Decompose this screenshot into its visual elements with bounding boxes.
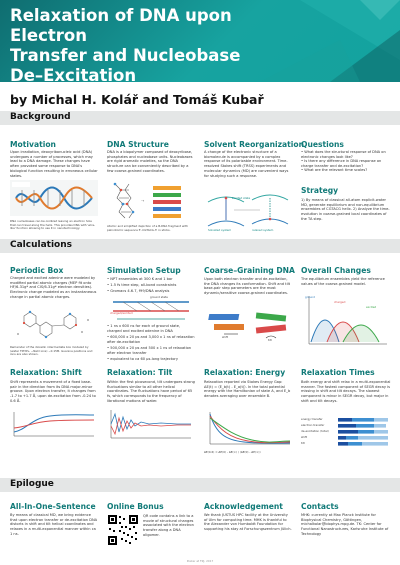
- coarse-title: Coarse–Graining DNA: [204, 266, 295, 275]
- coarse-label-shift: shift: [222, 335, 229, 339]
- structure-caption: Atomic and simplified depiction of a B-DNA fragment with palindromic sequence 5'-CGTACG-3' in sticks.: [107, 224, 188, 232]
- strategy-text: 1) By means of classical all-atom explicit-water MD, generate equilibrium and non-equilibrium ensembles of CGTACG helix. 2) Analyze the time-evolution in coarse-grained local coordinates of the TA step.: [301, 198, 390, 221]
- periodic-figure: [10, 308, 98, 342]
- ack-title: Acknowledgement: [204, 502, 283, 511]
- bonus-title: Online Bonus: [107, 502, 164, 511]
- qr-code-image[interactable]: [107, 514, 139, 546]
- energy-fig-note: ΔE(0.6) = ΔE(0) - ΔE(∞) / (ΔE(0) - ΔE(∞)): [204, 450, 261, 454]
- energy-plot: [204, 410, 292, 448]
- section-epilogue: [0, 478, 400, 492]
- coarse-text: Upon both electron transfer and de-excitation, the DNA changes its conformation. Shift and tilt base-pair step parameters are the most dynamic/sensitive coarse-grained coordinates.: [204, 277, 290, 296]
- shift-plot: [10, 410, 98, 440]
- times-bars: [338, 418, 390, 448]
- authors: by Michal H. Kolář and Tomáš Kubař: [10, 92, 264, 107]
- overall-figure: [301, 292, 391, 350]
- section-background-title: Background: [10, 112, 71, 122]
- motivation-caption: DNA nucleobases can be oxidized leaving an electron hole that can travel along the helix. This provides DNA with 'wire-like' function allowing to use it in nanotechnology.: [10, 219, 96, 231]
- simulation-label-charged: charged/excited: [110, 311, 133, 315]
- times-row-5: tilt: [301, 441, 305, 445]
- motivation-figure: [10, 180, 98, 216]
- structure-title: DNA Structure: [107, 140, 169, 149]
- contacts-text: MHK: currently at Max Planck Institute for Biophysical Chemistry, Göttingen, michalkolar@biophys.mpg.de. TK: Center for Functional Nanostructures, Karlsruhe Institute of Technology: [301, 513, 389, 536]
- section-background: [0, 111, 400, 125]
- svg-text:→: →: [141, 198, 145, 203]
- bonus-text: QR code contains a link to a movie of structural changes associated with the electron transfer along a DNA oligomer.: [143, 514, 194, 537]
- periodic-title: Periodic Box: [10, 266, 64, 275]
- simulation-item-5: • 600,000 x 20 ps and 3,000 x 1 ns of relaxation after de-excitation: [107, 335, 195, 344]
- solvent-label-solvated: Solvated system: [208, 228, 232, 232]
- title-line-2: Transfer and Nucleobase: [10, 46, 241, 65]
- simulation-label-ground: ground state: [150, 295, 168, 299]
- ack-text: We thank JUSTUS HPC facility at the University of Ulm for computing time. MHK is thankful to the Alexander von Humboldt Foundation for supporting his stay at Forschungszentrum Jülich.: [204, 513, 292, 532]
- times-row-3: de-excitation (total): [301, 429, 329, 433]
- title-line-3: De–Excitation: [10, 66, 137, 82]
- motivation-title: Motivation: [10, 140, 56, 149]
- strategy-title: Strategy: [301, 186, 339, 195]
- footer-note: Poster at FZJ, 2017: [186, 559, 214, 563]
- simulation-item-7: • equivalent to ca 60 µs-long trajectory: [107, 357, 179, 361]
- questions-item-2: • Is there any difference in DNA response on charge transfer and de-excitation?: [301, 159, 382, 168]
- times-row-1: energy transfer: [301, 417, 323, 421]
- questions-item-1: • What does the structural response of DNA on electronic changes look like?: [301, 150, 386, 159]
- structure-figure: [107, 180, 195, 222]
- solvent-label-relaxed: relaxed system: [252, 228, 274, 232]
- overall-label-excited: excited: [366, 305, 377, 309]
- periodic-text: Charged and excited adenine were modeled by modified partial atomic charges (MEP fit onto HF/6-31g* and CIS/6-31g* electron densities). Electronic change modeled as an instantaneous change in partial atomic charges.: [10, 276, 97, 299]
- tilt-title: Relaxation: Tilt: [107, 368, 173, 377]
- one-sentence-text: By means of classical MD, we bring evidence that upon electron transfer or de-excitation DNA distorts in shift and tilt helical coordinates and relaxes in a multi-exponential manner within ca 1 ns.: [10, 513, 98, 536]
- coarse-figure: [204, 310, 292, 342]
- energy-title: Relaxation: Energy: [204, 368, 286, 377]
- overall-label-ground: ground: [305, 295, 315, 299]
- shift-title: Relaxation: Shift: [10, 368, 82, 377]
- poster-title: [10, 6, 310, 82]
- simulation-item-3: • Gromacs 4.6.7, f99/DNA analysis: [107, 289, 170, 293]
- structure-text: DNA is a biopolymer composed of deoxyribose, phosphates and nucleobase units. Nucleobases are rigid aromatic moieties, so the DNA structure can be conveniently described by a few coarse-grained coordinates.: [107, 150, 193, 173]
- section-calculations: [0, 239, 400, 253]
- solvent-title: Solvent Reorganization: [204, 140, 304, 149]
- times-row-4: shift: [301, 435, 308, 439]
- overall-title: Overall Changes: [301, 266, 371, 275]
- times-row-2: electron transfer: [301, 423, 325, 427]
- simulation-figure: [107, 297, 195, 323]
- solvent-text: A change of the electronic structure of a biomolecule is accompanied by a complex response of its polarizable environment. Time-resolved Stokes shift (TRSS) experiments and molecular dynamics (MD) are convenient ways for studying such a response.: [204, 150, 289, 178]
- questions-item-3: • What are the relevant time scales?: [301, 168, 368, 172]
- overall-label-charged: charged: [334, 300, 346, 304]
- times-text: Both energy and shift relax in a multi-exponential manner. The fastest component of SEGR decay is missing in shift and tilt decays. The slowest component is minor in SEGR decay, but major in shift and tilt decays.: [301, 380, 391, 403]
- questions-title: Questions: [301, 140, 344, 149]
- tilt-text: Within the first picosecond, tilt undergoes strong fluctuations similar to all other helical coordinates. The fluctuations have period of 65 fs, which corresponds to the frequency of librational motions of water.: [107, 380, 195, 403]
- one-sentence-title: All-In-One-Sentence: [10, 502, 96, 511]
- motivation-text: Upon irradiation, deoxyribonucleic acid (DNA) undergoes a number of processes, which may lead to a DNA damage. These changes have often provoked some response to DNA's biological function resulting in erroneous cellular states.: [10, 150, 98, 178]
- overall-text: The equilibrium ensembles yield the reference values of the coarse-grained model.: [301, 277, 385, 286]
- periodic-caption: Remainder of the dioxetin intermediate box modeled by (water TIP3P+ ~NaCl ions) ~0.15M. Guanine positions and ions are also shown.: [10, 345, 93, 357]
- coarse-label-tilt: tilt: [268, 338, 272, 342]
- title-line-1: Relaxation of DNA upon Electron: [10, 6, 232, 45]
- poster-header: [0, 0, 400, 82]
- shift-text: Shift represents a movement of a fixed base-pair in the direction from its DNA major-minor groove. Upon electron transfer, it changes from -1.7 to +1.7 Å, upon de-excitation from -0.24 to 0.6 Å.: [10, 380, 96, 403]
- contacts-title: Contacts: [301, 502, 339, 511]
- tilt-plot: [107, 408, 195, 442]
- simulation-item-4: • 1 ns x 600 ns for each of ground state, charged and excited adenine in DNA: [107, 324, 181, 333]
- simulation-item-1: • NPT ensembles at 300 K and 1 bar: [107, 277, 173, 281]
- simulation-item-2: • 1.5 fs time step, all-bond constraints: [107, 283, 177, 287]
- energy-text: Relaxation reported via Stokes Energy Gap: ΔE(t) = ⟨E_b(t) - E_a(t)⟩. In the total potential energy with the Hamiltonian of state A, and E_b denotes averaging over ensemble B.: [204, 380, 291, 399]
- simulation-title: Simulation Setup: [107, 266, 181, 275]
- times-title: Relaxation Times: [301, 368, 375, 377]
- section-epilogue-title: Epilogue: [10, 479, 54, 489]
- solvent-label-excited: Excited state: [232, 196, 251, 200]
- simulation-item-6: • 500,000 x 20 ps and 500 x 1 ns of relaxation after electron transfer: [107, 346, 192, 355]
- section-calculations-title: Calculations: [10, 240, 72, 250]
